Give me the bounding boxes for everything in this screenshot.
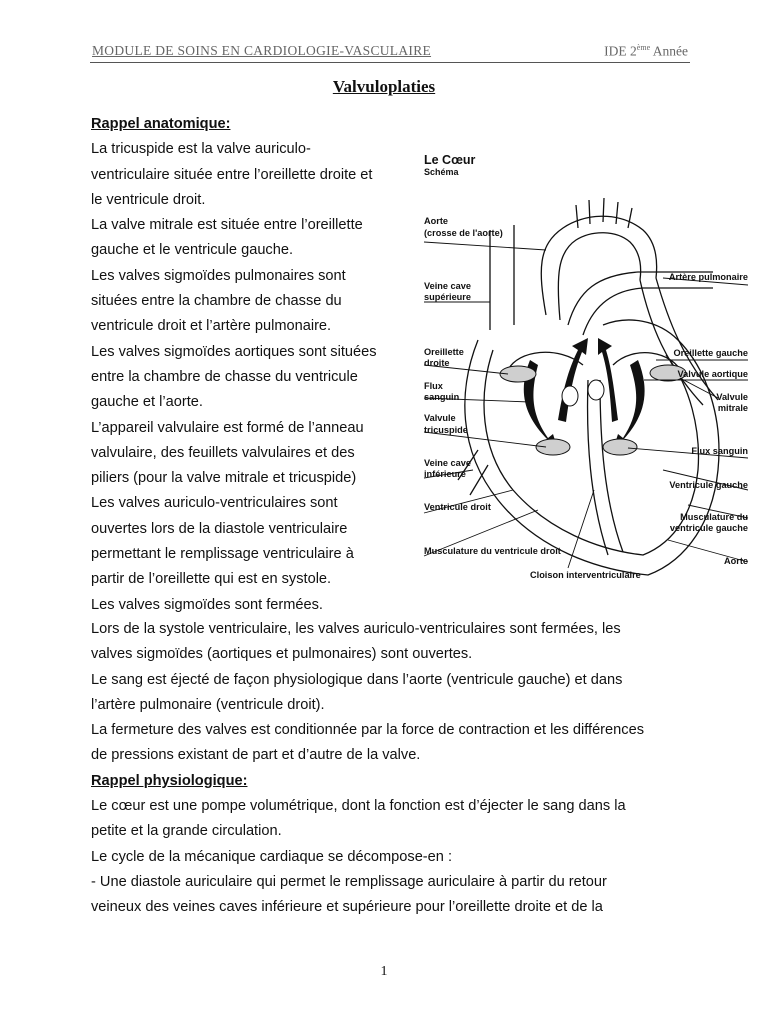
text-line: entre la chambre de chasse du ventricule	[91, 368, 358, 385]
text-line: Le cœur est une pompe volumétrique, dont la fonction est d’éjecter le sang dans la	[91, 798, 626, 815]
label-aorte-bas: Aorte	[724, 556, 748, 566]
text-line: La tricuspide est la valve auriculo-	[91, 141, 311, 158]
text-line: de pressions existant de part et d’autre de la valve.	[91, 747, 421, 764]
label-oreillette-droite-2: droite	[424, 358, 450, 368]
text-line: piliers (pour la valve mitrale et tricuspide)	[91, 470, 357, 487]
heart-diagram	[418, 150, 758, 590]
label-valvule-mitrale: Valvule	[716, 392, 748, 402]
text-line: permettant le remplissage ventriculaire à	[91, 546, 354, 563]
text-line: Les valves sigmoïdes pulmonaires sont	[91, 267, 346, 284]
label-flux-2: sanguin	[424, 392, 460, 402]
text-line: valves sigmoïdes (aortiques et pulmonaires) sont ouvertes.	[91, 646, 473, 663]
text-line: Les valves auriculo-ventriculaires sont	[91, 495, 338, 512]
text-line: situées entre la chambre de chasse du	[91, 293, 342, 310]
header-class-level: IDE 2ème Année	[604, 43, 688, 59]
label-musculature-vg-2: ventricule gauche	[669, 523, 748, 533]
page-number: 1	[380, 964, 388, 979]
text-line: gauche et l’aorte.	[91, 394, 203, 411]
label-musculature-vd: Musculature du ventricule droit	[424, 546, 561, 556]
text-line: Les valves sigmoïdes sont fermées.	[91, 596, 323, 613]
text-line: L’appareil valvulaire est formé de l’anneau	[91, 419, 364, 436]
full-width-section	[91, 617, 644, 921]
text-line: La fermeture des valves est conditionnée par la force de contraction et les différences	[91, 722, 644, 739]
label-valvule-mitrale-2: mitrale	[717, 403, 748, 413]
label-flux: Flux	[424, 381, 443, 391]
text-line: gauche et le ventricule gauche.	[91, 242, 294, 259]
physiology-text	[91, 794, 644, 920]
systole-text	[91, 617, 644, 769]
text-line: valvulaire, des feuillets valvulaires et des	[91, 444, 355, 461]
anatomy-section	[91, 112, 377, 618]
physiology-heading: Rappel physiologique:	[91, 772, 248, 789]
label-veine-cave-sup: Veine cave	[424, 281, 471, 291]
label-veine-cave-inf: Veine cave	[424, 458, 471, 468]
text-line: Lors de la systole ventriculaire, les valves auriculo-ventriculaires sont fermées, les	[91, 621, 621, 637]
diagram-subtitle: Schéma	[424, 167, 459, 177]
label-veine-cave-sup-2: supérieure	[424, 292, 471, 302]
label-aorte-crosse: (crosse de l'aorte)	[424, 228, 503, 238]
label-aorte: Aorte	[424, 216, 448, 226]
text-line: La valve mitrale est située entre l’oreillette	[91, 217, 363, 234]
label-veine-cave-inf-2: inférieure	[424, 469, 466, 479]
label-valvule-aortique: Valvule aortique	[677, 369, 748, 379]
heart-schematic-image	[418, 150, 758, 590]
anatomy-heading: Rappel anatomique:	[91, 116, 231, 132]
page-title: Valvuloplaties	[332, 77, 436, 96]
header-module-title: MODULE DE SOINS EN CARDIOLOGIE-VASCULAIRE	[92, 43, 432, 58]
label-oreillette-gauche: Oreillette gauche	[673, 348, 748, 358]
text-line: le ventricule droit.	[91, 191, 206, 208]
label-flux-sanguin: Flux sanguin	[691, 446, 748, 456]
label-cloison: Cloison interventriculaire	[530, 570, 641, 580]
text-line: - Une diastole auriculaire qui permet le remplissage auriculaire à partir du retour	[91, 873, 607, 890]
label-ventricule-gauche: Ventricule gauche	[669, 480, 748, 490]
text-line: Le sang est éjecté de façon physiologique dans l’aorte (ventricule gauche) et dans	[91, 671, 623, 688]
label-oreillette-droite: Oreillette	[424, 347, 464, 357]
label-valvule-tricuspide: Valvule	[424, 413, 456, 423]
label-valvule-tricuspide-2: tricuspide	[424, 425, 468, 435]
text-line: ventriculaire située entre l’oreillette droite et	[91, 166, 373, 183]
anatomy-text	[91, 137, 377, 618]
text-line: partir de l’oreillette qui est en systole.	[91, 571, 332, 588]
text-line: petite et la grande circulation.	[91, 823, 282, 840]
label-musculature-vg: Musculature du	[680, 512, 748, 522]
label-artere-pulmonaire: Artère pulmonaire	[668, 272, 748, 282]
label-ventricule-droit: Ventricule droit	[424, 502, 491, 512]
text-line: Le cycle de la mécanique cardiaque se décompose-en :	[91, 848, 453, 865]
diagram-title: Le Cœur	[424, 153, 476, 167]
page-header	[90, 42, 690, 63]
text-line: ouvertes lors de la diastole ventriculaire	[91, 520, 348, 537]
text-line: l’artère pulmonaire (ventricule droit).	[91, 696, 325, 713]
text-line: veineux des veines caves inférieure et supérieure pour l’oreillette droite et de la	[91, 899, 603, 916]
text-line: ventricule droit et l’artère pulmonaire.	[91, 318, 332, 335]
text-line: Les valves sigmoïdes aortiques sont situées	[91, 343, 377, 360]
